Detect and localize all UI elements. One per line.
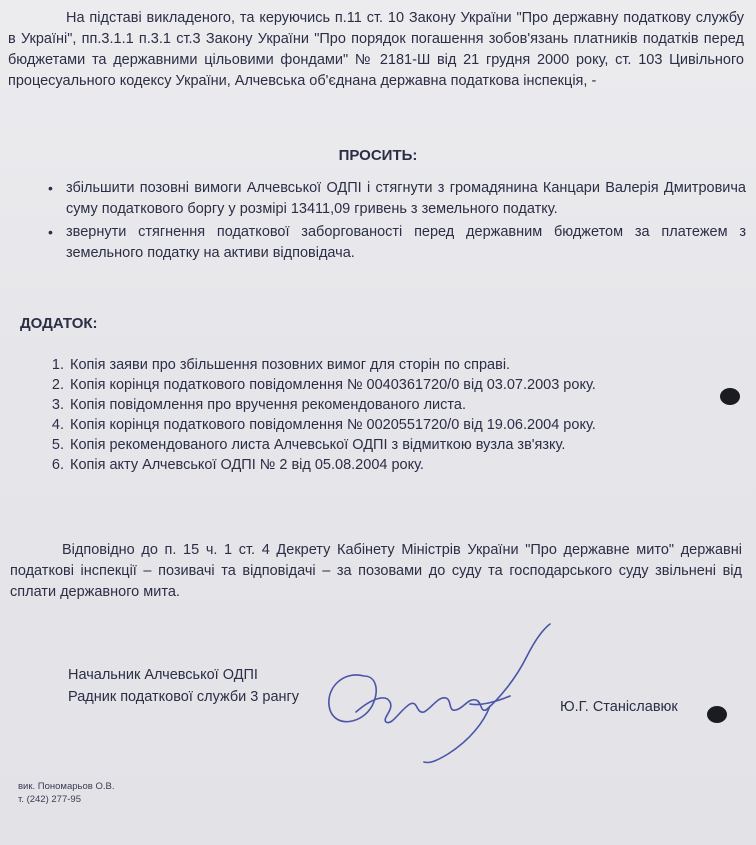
item-number: 6.	[51, 457, 64, 473]
signatory-position: Начальник Алчевської ОДПІ	[68, 667, 258, 683]
list-item: • збільшити позовні вимоги Алчевської ОДПІ і стягнути з громадянина Канцари Валерія Дмитровича суму податкового боргу у розмірі 13411,09 гривень з земельного податку.	[56, 178, 746, 220]
signatory-name: Ю.Г. Станіславюк	[560, 699, 678, 715]
list-item	[38, 355, 718, 375]
list-item	[38, 395, 718, 415]
request-list	[56, 178, 746, 266]
attachments-heading: ДОДАТОК:	[20, 315, 98, 332]
executor-name: вик. Пономарьов О.В.	[18, 781, 115, 792]
executor-phone: т. (242) 277-95	[18, 794, 81, 805]
request-heading: ПРОСИТЬ:	[338, 147, 418, 164]
attachments-list	[38, 355, 718, 475]
state-fee-note: Відповідно до п. 15 ч. 1 ст. 4 Декрету Кабінету Міністрів України "Про державне мито" державні податкові інспекції – позивачі та відповідачі – за позовами до суду та господарського суду звільнені від сплати державного мита.	[10, 542, 742, 600]
item-number: 2.	[51, 377, 64, 393]
item-number: 4.	[51, 417, 64, 433]
item-text: Копія корінця податкового повідомлення № 0020551720/0 від 19.06.2004 року.	[70, 417, 596, 433]
item-text: Копія повідомлення про вручення рекомендованого листа.	[70, 397, 466, 413]
list-item: • звернути стягнення податкової заборгованості перед державним бюджетом за платежем з земельного податку на активи відповідача.	[56, 222, 746, 264]
handwritten-signature	[320, 618, 560, 768]
list-item	[38, 375, 718, 395]
punch-hole	[720, 388, 740, 405]
item-text: Копія рекомендованого листа Алчевської ОДПІ з відмиткою вузла зв'язку.	[70, 437, 566, 453]
item-text: Копія акту Алчевської ОДПІ № 2 від 05.08.2004 року.	[70, 457, 424, 473]
item-number: 3.	[51, 397, 64, 413]
item-text: Копія корінця податкового повідомлення № 0040361720/0 від 03.07.2003 року.	[70, 377, 596, 393]
item-text: Копія заяви про збільшення позовних вимог для сторін по справі.	[70, 357, 511, 373]
list-item	[38, 415, 718, 435]
intro-paragraph: На підставі викладеного, та керуючись п.11 ст. 10 Закону України "Про державну податкову службу в Україні", пп.3.1.1 п.3.1 ст.3 Закону України "Про порядок погашення зобов'язань платників податків перед бюджетами та державними цільовими фондами" № 2181-Ш від 21 грудня 2000 року, ст. 103 Цивільного процесуального кодексу України, Алчевська об'єднана державна податкова інспекція, -	[8, 10, 744, 89]
item-number: 1.	[51, 357, 64, 373]
list-item	[38, 455, 718, 475]
list-item	[38, 435, 718, 455]
punch-hole	[707, 706, 727, 723]
item-number: 5.	[51, 437, 64, 453]
signatory-rank: Радник податкової служби 3 рангу	[68, 689, 300, 705]
